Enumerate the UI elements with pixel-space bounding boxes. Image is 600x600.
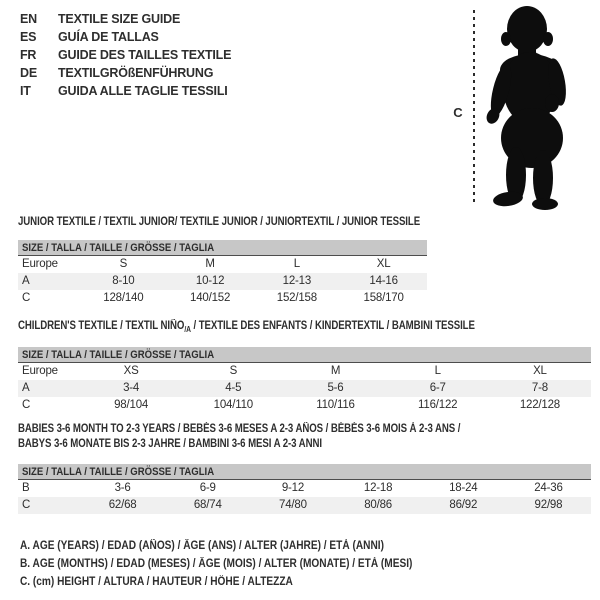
- table-cell: 9-12: [281, 482, 305, 494]
- language-code: IT: [20, 84, 31, 98]
- size-header-label: SIZE / TALLA / TAILLE / GRÖSSE / TAGLIA: [22, 349, 215, 361]
- row-label: C: [22, 499, 31, 511]
- legend-line-a: A. AGE (YEARS) / EDAD (AÑOS) / ÂGE (ANS) / ALTER (JAHRE) / ETÀ (ANNI): [20, 540, 384, 552]
- table-cell: 86/92: [449, 499, 478, 511]
- language-title: TEXTILGRÖßENFÜHRUNG: [58, 66, 214, 80]
- table-cell: 6-9: [199, 482, 216, 494]
- table-cell: 7-8: [531, 382, 548, 394]
- table-cell: 80/86: [364, 499, 392, 511]
- table-row: [18, 480, 591, 497]
- table-cell: 110/116: [316, 399, 355, 411]
- row-label: A: [22, 275, 30, 287]
- language-title: GUIDA ALLE TAGLIE TESSILI: [58, 84, 228, 98]
- heading-line: BABIES 3-6 MONTH TO 2-3 YEARS / BEBÉS 3-6 MESES A 2-3 AÑOS / BÉBÉS 3-6 MOIS À 2-3 ANS /: [18, 423, 461, 435]
- table-cell: 3-4: [123, 382, 140, 394]
- size-header-bar: [18, 347, 591, 363]
- size-column-header: XS: [123, 365, 139, 377]
- legend-line-c: C. (cm) HEIGHT / ALTURA / HAUTEUR / HÖHE / ALTEZZA: [20, 576, 293, 588]
- table-cell: 68/74: [193, 499, 222, 511]
- table-row: [18, 290, 427, 307]
- height-measure-label: C: [453, 105, 463, 120]
- table-cell: 24-36: [534, 482, 563, 494]
- heading-subscript: /A: [184, 325, 191, 334]
- table-row: [18, 380, 591, 397]
- baby-silhouette-icon: [466, 0, 600, 212]
- table-cell: 104/110: [213, 399, 253, 411]
- table-cell: 92/98: [534, 499, 563, 511]
- size-header-bar: [18, 464, 591, 480]
- table-row: [18, 273, 427, 290]
- row-label: C: [22, 399, 31, 411]
- language-row: [20, 64, 231, 82]
- size-header-label: SIZE / TALLA / TAILLE / GRÖSSE / TAGLIA: [22, 466, 215, 478]
- language-code: ES: [20, 30, 37, 44]
- table-cell: 12-13: [282, 275, 312, 287]
- table-cell: 158/170: [363, 292, 404, 304]
- size-column-header: S: [119, 258, 128, 270]
- size-column-header: XL: [533, 365, 547, 377]
- row-label: C: [22, 292, 31, 304]
- table-cell: 116/122: [418, 399, 458, 411]
- table-row: [18, 397, 591, 414]
- language-code: EN: [20, 12, 37, 26]
- row-label: A: [22, 382, 30, 394]
- language-code: FR: [20, 48, 37, 62]
- table-cell: 122/128: [519, 399, 560, 411]
- size-header-bar: [18, 240, 427, 256]
- heading-text: / TEXTILE DES ENFANTS / KINDERTEXTIL / BAMBINI TESSILE: [190, 320, 475, 332]
- table-cell: 6-7: [429, 382, 446, 394]
- table-cell: 10-12: [195, 275, 225, 287]
- table-cell: 12-18: [363, 482, 393, 494]
- language-title: TEXTILE SIZE GUIDE: [58, 12, 181, 26]
- table-cell: 140/152: [190, 292, 231, 304]
- size-column-header: XL: [376, 258, 391, 270]
- babies-size-table: [18, 464, 591, 514]
- table-row: [18, 256, 427, 273]
- table-cell: 8-10: [112, 275, 135, 287]
- language-row: [20, 10, 231, 28]
- size-header-label: SIZE / TALLA / TAILLE / GRÖSSE / TAGLIA: [22, 242, 215, 254]
- language-title: GUÍA DE TALLAS: [58, 30, 159, 44]
- table-cell: 128/140: [103, 292, 144, 304]
- table-row: [18, 497, 591, 514]
- toddler-figure: [484, 6, 569, 210]
- children-section-heading: [18, 320, 475, 334]
- table-cell: 18-24: [449, 482, 478, 494]
- junior-section-heading: JUNIOR TEXTILE / TEXTIL JUNIOR/ TEXTILE JUNIOR / JUNIORTEXTIL / JUNIOR TESSILE: [18, 216, 421, 228]
- table-cell: 74/80: [279, 499, 307, 511]
- row-label: Europe: [22, 258, 58, 270]
- table-cell: 14-16: [369, 275, 398, 287]
- row-label: B: [22, 482, 30, 494]
- legend-line-b: B. AGE (MONTHS) / EDAD (MESES) / ÂGE (MOIS) / ALTER (MONATE) / ETÀ (MESI): [20, 558, 413, 570]
- size-column-header: M: [205, 258, 215, 270]
- language-row: [20, 28, 231, 46]
- table-cell: 3-6: [114, 482, 131, 494]
- table-cell: 152/158: [276, 292, 317, 304]
- table-cell: 5-6: [327, 382, 344, 394]
- table-row: [18, 363, 591, 380]
- size-column-header: S: [229, 365, 238, 377]
- junior-size-table: [18, 240, 427, 307]
- heading-line: BABYS 3-6 MONATE BIS 2-3 JAHRE / BAMBINI 3-6 MESI A 2-3 ANNI: [18, 438, 322, 450]
- children-size-table: [18, 347, 591, 414]
- size-column-header: M: [330, 365, 341, 377]
- table-cell: 98/104: [114, 399, 149, 411]
- size-column-header: L: [434, 365, 441, 377]
- language-row: [20, 82, 231, 100]
- language-list: [20, 10, 231, 100]
- measurement-legend: [20, 537, 466, 591]
- language-code: DE: [20, 66, 37, 80]
- table-cell: 62/68: [108, 499, 137, 511]
- language-row: [20, 46, 231, 64]
- heading-text: CHILDREN'S TEXTILE / TEXTIL NIÑO: [18, 320, 185, 332]
- babies-section-heading: [18, 422, 460, 452]
- table-cell: 4-5: [225, 382, 242, 394]
- language-title: GUIDE DES TAILLES TEXTILE: [58, 48, 232, 62]
- size-column-header: L: [293, 258, 300, 270]
- row-label: Europe: [22, 365, 58, 377]
